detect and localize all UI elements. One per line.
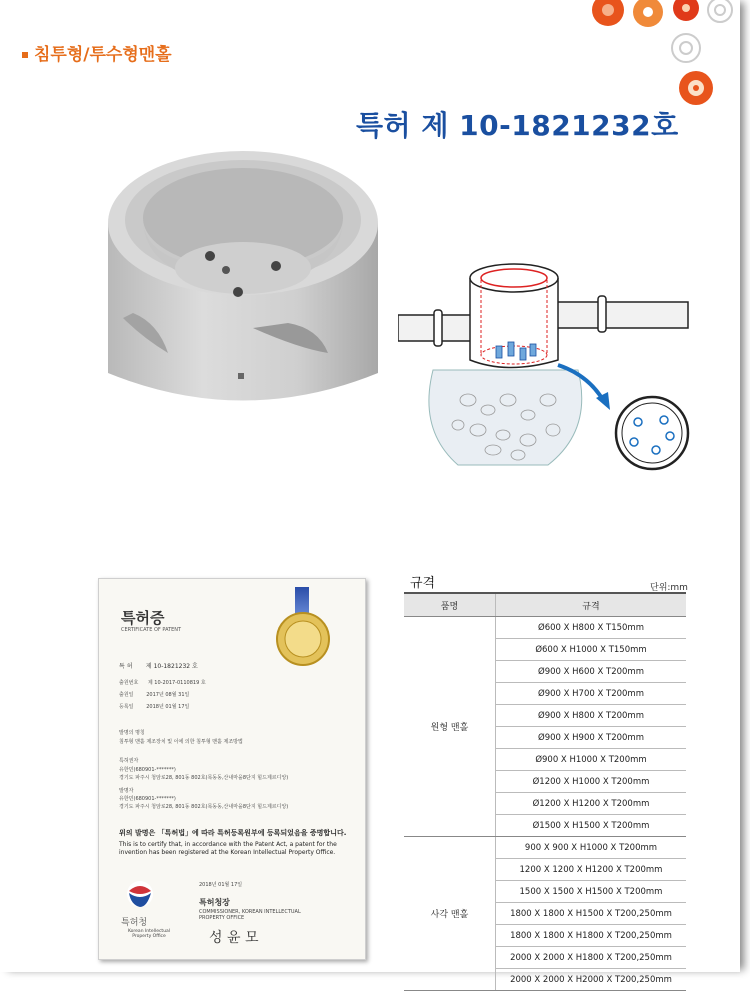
app-no-value: 제 10-2017-0110819 호 <box>147 680 206 686</box>
app-no-row <box>119 679 206 686</box>
certificate-subtitle: CERTIFICATE OF PATENT <box>121 627 182 633</box>
issuer-korean: 특허청장 <box>199 898 230 907</box>
header-spec: 규격 <box>496 593 687 617</box>
section-title-text: 침투형/투수형맨홀 <box>34 45 172 65</box>
spec-cell: Ø900 X H800 X T200mm <box>496 705 687 727</box>
signature: 성 윤 모 <box>209 930 259 946</box>
table-row <box>404 617 686 639</box>
kipo-logo-icon <box>125 879 155 909</box>
filing-value: 2017년 08월 31일 <box>146 692 190 698</box>
invention-value: 침투형 맨홀 제조장치 및 이에 의한 침투형 맨홀 제조방법 <box>119 739 243 745</box>
reg-value: 2018년 01월 17일 <box>146 704 190 710</box>
issuer-english: COMMISSIONER, KOREAN INTELLECTUAL PROPERTY OFFICE <box>199 909 301 921</box>
section-title <box>22 40 172 65</box>
spec-cell: Ø600 X H1000 X T150mm <box>496 639 687 661</box>
spec-cell: Ø900 X H600 X T200mm <box>496 661 687 683</box>
reg-row <box>119 703 189 710</box>
specs-table <box>404 592 686 991</box>
table-row <box>404 837 686 859</box>
certificate-date: 2018년 01월 17일 <box>199 882 243 888</box>
group-round-manhole: 원형 맨홀 <box>404 617 496 837</box>
logo-english: Korean Intellectual Property Office <box>127 929 171 939</box>
gold-seal-icon <box>275 611 331 667</box>
patent-label: 특 허 <box>119 663 133 670</box>
bullet-icon <box>22 52 28 58</box>
holder-label: 특허권자 <box>119 758 139 764</box>
spec-cell: 2000 X 2000 X H1800 X T200,250mm <box>496 947 687 969</box>
statement-korean: 위의 발명은 「특허법」에 따라 특허등록원부에 등록되었음을 증명합니다. <box>119 829 347 837</box>
manhole-product-image <box>98 128 388 418</box>
spec-cell: Ø900 X H900 X T200mm <box>496 727 687 749</box>
specs-unit: 단위:mm <box>650 583 688 593</box>
patent-certificate <box>98 578 366 960</box>
spec-cell: Ø900 X H1000 X T200mm <box>496 749 687 771</box>
spec-cell: Ø1500 X H1500 X T200mm <box>496 815 687 837</box>
app-no-label: 출원번호 <box>119 680 139 686</box>
spec-cell: Ø600 X H800 X T150mm <box>496 617 687 639</box>
table-header-row <box>404 593 686 617</box>
group-square-manhole: 사각 맨홀 <box>404 837 496 991</box>
spec-cell: 1800 X 1800 X H1500 X T200,250mm <box>496 903 687 925</box>
inventor-label: 발명자 <box>119 788 134 794</box>
holder-name: 유한민(680901-*******) <box>119 767 176 773</box>
holder-address: 경기도 파주시 청암로28, 801동 802호(목동동,산내마을8단지 힐드제르디앙) <box>119 775 289 781</box>
installation-diagram <box>398 250 693 475</box>
inventor-name: 유한민(680901-*******) <box>119 796 176 802</box>
header-name: 품명 <box>404 593 496 617</box>
spec-cell: 1800 X 1800 X H1800 X T200,250mm <box>496 925 687 947</box>
patent-row <box>119 661 198 670</box>
patent-value: 제 10-1821232 호 <box>145 663 198 670</box>
reg-label: 등록일 <box>119 704 134 710</box>
spec-cell: 1200 X 1200 X H1200 X T200mm <box>496 859 687 881</box>
filing-row <box>119 691 189 698</box>
spec-cell: Ø1200 X H1200 X T200mm <box>496 793 687 815</box>
certificate-title: 특허증 <box>121 609 165 627</box>
spec-cell: 900 X 900 X H1000 X T200mm <box>496 837 687 859</box>
filing-label: 출원일 <box>119 692 134 698</box>
spec-cell: 1500 X 1500 X H1500 X T200mm <box>496 881 687 903</box>
spec-cell: 2000 X 2000 X H2000 X T200,250mm <box>496 969 687 991</box>
spec-cell: Ø900 X H700 X T200mm <box>496 683 687 705</box>
invention-label: 발명의 명칭 <box>119 730 145 736</box>
specs-title: 규격 <box>410 576 436 591</box>
flower-decoration-icon <box>590 0 740 110</box>
patent-number: 특허 제 10-1821232호 <box>356 109 679 142</box>
logo-korean: 특허청 <box>121 918 148 928</box>
spec-cell: Ø1200 X H1000 X T200mm <box>496 771 687 793</box>
inventor-address: 경기도 파주시 청암로28, 801동 802호(목동동,산내마을8단지 힐드제르디앙) <box>119 804 289 810</box>
statement-english: This is to certify that, in accordance with the Patent Act, a patent for the invention has been registered at the Korean Intellectual Property Office. <box>119 841 337 856</box>
